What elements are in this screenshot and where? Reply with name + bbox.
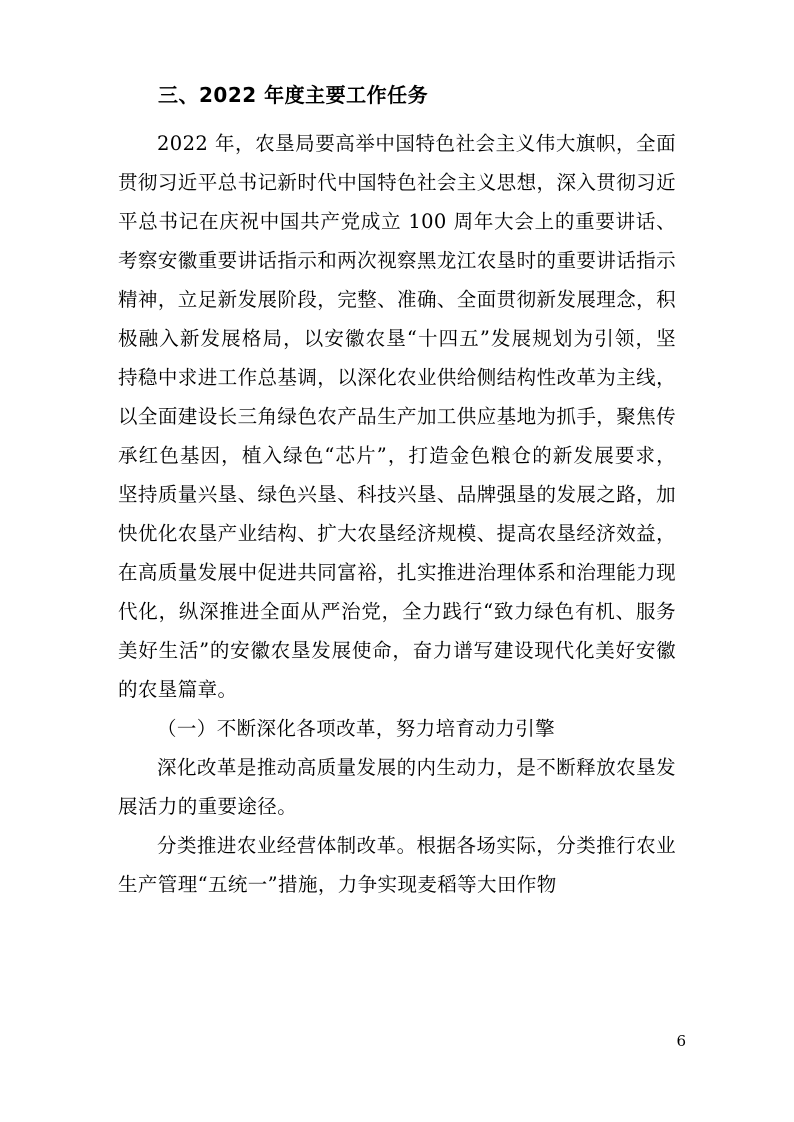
paragraph: 2022 年，农垦局要高举中国特色社会主义伟大旗帜，全面贯彻习近平总书记新时代中国特色社会主义思想，深入贯彻习近平总书记在庆祝中国共产党成立 100 周年大会上的重要讲话、考察安徽重要讲话指示和两次视察黑龙江农垦时的重要讲话指示精神，立足新发展阶段，完整、准确、全面贯彻新发展理念，积极融入新发展格局，以安徽农垦“十四五”发展规划为引领，坚持稳中求进工作总基调，以深化农业供给侧结构性改革为主线，以全面建设长三角绿色农产品生产加工供应基地为抓手，聚焦传承红色基因，植入绿色“芯片”，打造金色粮仓的新发展要求，坚持质量兴垦、绿色兴垦、科技兴垦、品牌强垦的发展之路，加快优化农垦产业结构、扩大农垦经济规模、提高农垦经济效益，在高质量发展中促进共同富裕，扎实推进治理体系和治理能力现代化，纵深推进全面从严治党，全力践行“致力绿色有机、服务美好生活”的安徽农垦发展使命，奋力谱写建设现代化美好安徽的农垦篇章。 [118, 132, 676, 701]
page-number: 6 [676, 1032, 686, 1050]
document-body [118, 78, 676, 904]
section-heading: 三、2022 年度主要工作任务 [158, 83, 429, 107]
paragraph: 分类推进农业经营体制改革。根据各场实际，分类推行农业生产管理“五统一”措施，力争实现麦稻等大田作物 [118, 834, 676, 896]
paragraph: 深化改革是推动高质量发展的内生动力，是不断释放农垦发展活力的重要途径。 [118, 756, 676, 818]
paragraph: （一）不断深化各项改革，努力培育动力引擎 [157, 717, 556, 740]
